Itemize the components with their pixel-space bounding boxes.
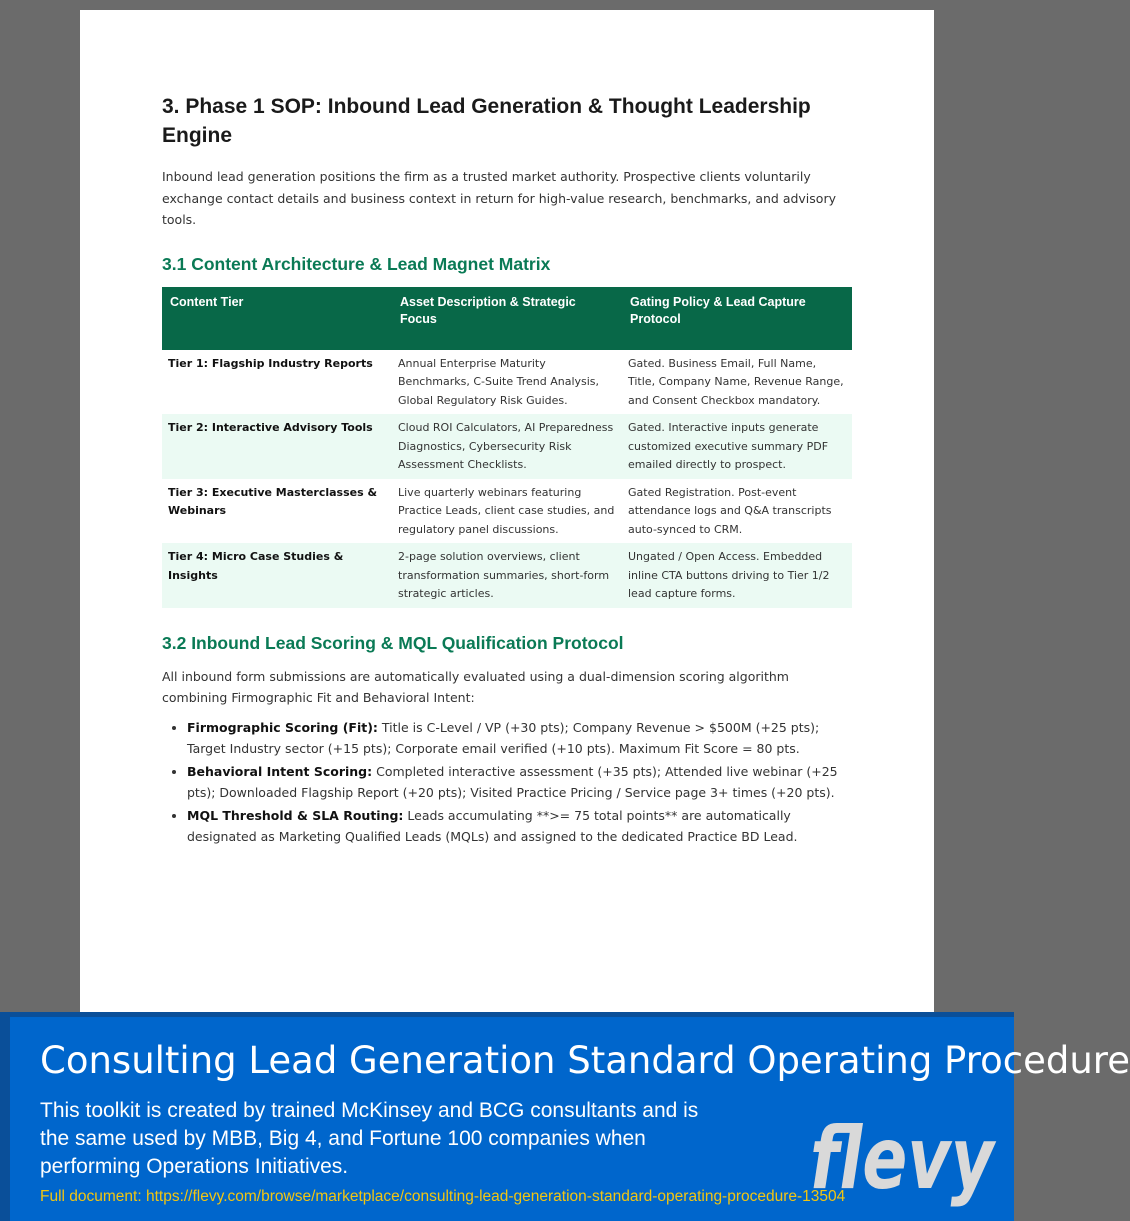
table-row xyxy=(162,350,852,415)
banner-left-strip xyxy=(0,1012,10,1221)
flevy-logo[interactable] xyxy=(806,1104,998,1209)
tier-cell: Tier 1: Flagship Industry Reports xyxy=(168,356,373,370)
tier-cell: Tier 2: Interactive Advisory Tools xyxy=(162,414,392,479)
section-title: 3. Phase 1 SOP: Inbound Lead Generation & Thought Leadership Engine xyxy=(162,95,811,147)
column-header-content-tier: Content Tier xyxy=(162,287,392,350)
banner-top-strip xyxy=(0,1012,1014,1017)
scoring-bullet-list xyxy=(162,717,852,848)
table-row xyxy=(162,479,852,544)
description-cell: Live quarterly webinars featuring Practice Leads, client case studies, and regulatory panel discussions. xyxy=(398,485,615,536)
intro-paragraph: Inbound lead generation positions the firm as a trusted market authority. Prospective clients voluntarily exchange contact details and business context in return for high-value research, benchmarks, and advisory tools. xyxy=(162,169,836,227)
list-item xyxy=(187,717,852,760)
table-row xyxy=(162,543,852,608)
bullet-text: Leads accumulating **>= 75 total points** are automatically designated as Marketing Qualified Leads (MQLs) and assigned to the dedicated Practice BD Lead. xyxy=(187,807,798,844)
bullet-text: Title is C-Level / VP (+30 pts); Company Revenue > $500M (+25 pts); Target Industry sector (+15 pts); Corporate email verified (+10 pts). Maximum Fit Score = 80 pts. xyxy=(187,719,820,756)
subsection-title-content-architecture: 3.1 Content Architecture & Lead Magnet Matrix xyxy=(162,253,551,274)
gating-cell: Gated. Business Email, Full Name, Title, Company Name, Revenue Range, and Consent Checkbox mandatory. xyxy=(628,356,844,407)
description-cell: Cloud ROI Calculators, AI Preparedness Diagnostics, Cybersecurity Risk Assessment Checklists. xyxy=(392,414,622,479)
tier-cell: Tier 3: Executive Masterclasses & Webinars xyxy=(168,485,378,517)
list-item xyxy=(187,761,852,804)
column-header-asset-description: Asset Description & Strategic Focus xyxy=(392,287,622,350)
bullet-text: Completed interactive assessment (+35 pts); Attended live webinar (+25 pts); Downloaded Flagship Report (+20 pts); Visited Practice Pricing / Service page 3+ times (+20 pts). xyxy=(187,763,838,800)
lead-magnet-matrix-table xyxy=(162,287,852,608)
flevy-logo-text: flevy xyxy=(810,1109,998,1209)
column-header-gating-policy: Gating Policy & Lead Capture Protocol xyxy=(622,287,852,350)
page-content xyxy=(162,92,852,849)
full-document-link[interactable]: Full document: https://flevy.com/browse/marketplace/consulting-lead-generation-standard-operating-procedure-13504 xyxy=(40,1188,846,1205)
banner-description: This toolkit is created by trained McKinsey and BCG consultants and is the same used by MBB, Big 4, and Fortune 100 companies when performing Operations Initiatives. xyxy=(40,1099,699,1178)
table-row xyxy=(162,414,852,479)
bullet-label: MQL Threshold & SLA Routing: xyxy=(187,807,404,823)
gating-cell: Gated Registration. Post-event attendance logs and Q&A transcripts auto-synced to CRM. xyxy=(628,485,832,536)
bullet-label: Behavioral Intent Scoring: xyxy=(187,763,373,779)
document-page xyxy=(80,10,934,1015)
scoring-intro-paragraph: All inbound form submissions are automatically evaluated using a dual-dimension scoring algorithm combining Firmographic Fit and Behavioral Intent: xyxy=(162,668,789,705)
gating-cell: Ungated / Open Access. Embedded inline CTA buttons driving to Tier 1/2 lead capture forms. xyxy=(622,543,852,608)
banner-title: Consulting Lead Generation Standard Operating Procedure xyxy=(40,1039,1130,1082)
tier-cell: Tier 4: Micro Case Studies & Insights xyxy=(162,543,392,608)
subsection-title-lead-scoring: 3.2 Inbound Lead Scoring & MQL Qualification Protocol xyxy=(162,632,624,653)
list-item xyxy=(187,805,852,848)
bullet-label: Firmographic Scoring (Fit): xyxy=(187,719,378,735)
gating-cell: Gated. Interactive inputs generate customized executive summary PDF emailed directly to prospect. xyxy=(622,414,852,479)
table-header-row xyxy=(162,287,852,350)
description-cell: 2-page solution overviews, client transformation summaries, short-form strategic articles. xyxy=(392,543,622,608)
description-cell: Annual Enterprise Maturity Benchmarks, C-Suite Trend Analysis, Global Regulatory Risk Guides. xyxy=(398,356,600,407)
